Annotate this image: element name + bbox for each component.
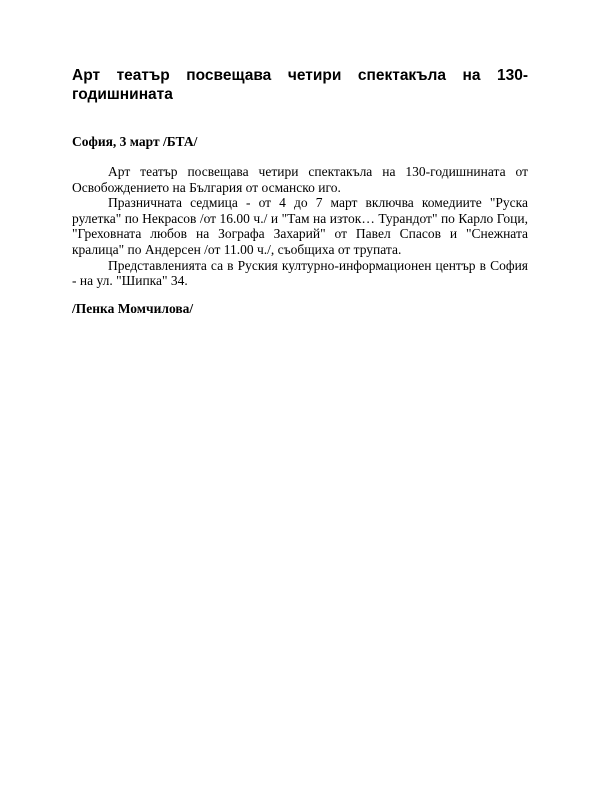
document-page [72,66,528,316]
article-title: Арт театър посвещава четири спектакъла на 130-годишнината [72,67,528,103]
article-author: /Пенка Момчилова/ [72,301,194,316]
article-dateline: София, 3 март /БТА/ [72,134,198,149]
article-paragraph: Представленията са в Руския културно-информационен център в София - на ул. "Шипка" 34. [72,257,528,289]
article-body [72,164,528,289]
article-paragraph: Празничната седмица - от 4 до 7 март включва комедиите "Руска рулетка" по Некрасов /от 16.00 ч./ и "Там на изток… Турандот" по Карло Гоци, "Греховната любов на Зографа Захарий" от Павел Спасов и "Снежната кралица" по Андерсен /от 11.00 ч./, съобщиха от трупата. [72,195,528,257]
article-paragraph: Арт театър посвещава четири спектакъла на 130-годишнината от Освобождението на България от османско иго. [72,164,528,195]
